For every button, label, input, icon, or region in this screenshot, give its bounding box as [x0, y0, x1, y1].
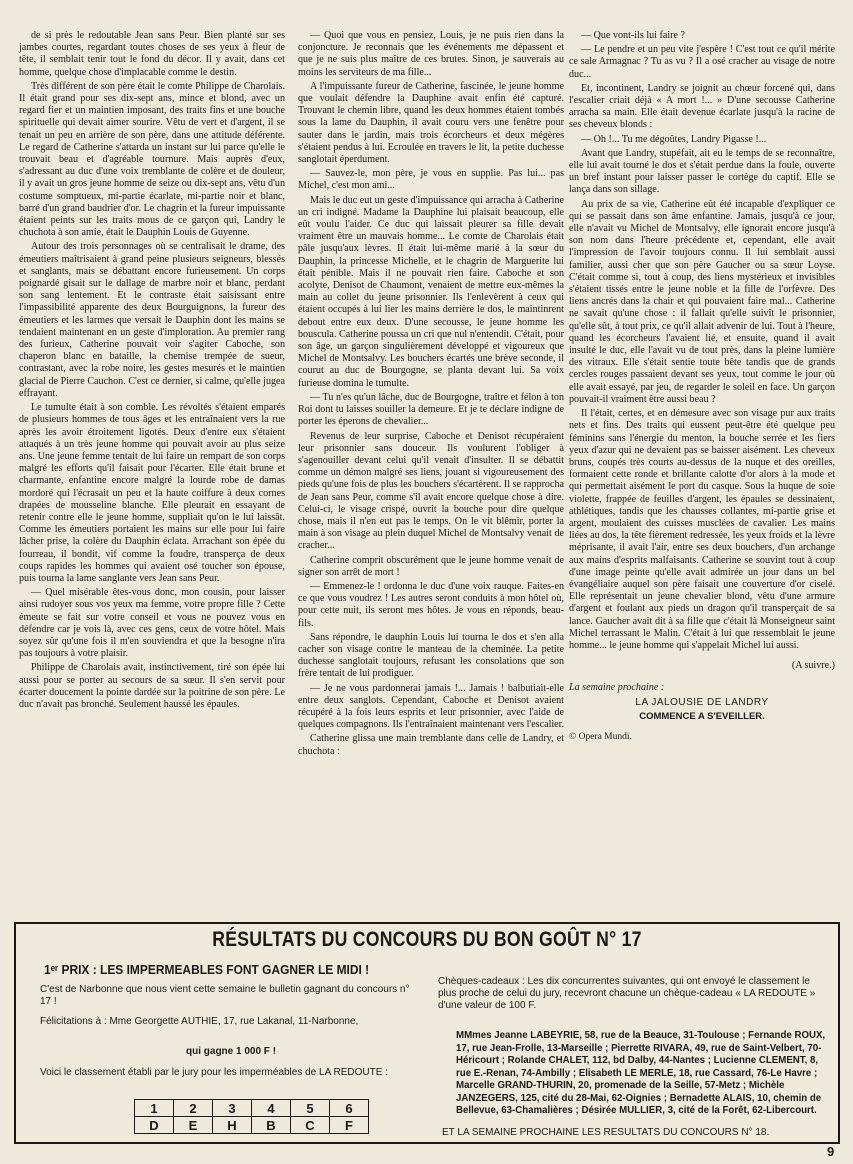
paragraph: — Que vont-ils lui faire ? [581, 30, 685, 41]
paragraph: — Quel misérable êtes-vous donc, mon cousin, pour laisser ainsi rudoyer sous vos yeux ma femme, votre propre fille ? Cette émeute se fait sur votre conseil et vous ne pouvez vous en défendre car je vois là, avec ces gens, ceux de votre hôtel. Mais soyez sûr qu'une fois il m'en souviendra et que la besogne n'ira pas toujours à votre plaisir. [19, 587, 285, 660]
ranking-number: 6 [330, 1100, 369, 1117]
paragraph: Au prix de sa vie, Catherine eût été incapable d'expliquer ce qui se passait dans son âme enfantine. Jamais, jusqu'à ce jour, elle n'avait vu Michel de Montsalvy, elle ignorait encore jusqu'à son nom dans l'heure précédente et, cependant, elle avait l'impression de l'avoir toujours connu. Il lui semblait aussi familier, aussi cher que son père Gaucher ou sa sœur Loyse. C'était comme si, tout à coup, des liens mystérieux et invisibles s'étaient tissés entre le jeune noble et la fille de l'orfèvre. Des liens ancrés dans la chair et qui pouvaient faire mal... Catherine ne savait qu'une chose : il fallait qu'elle suivît le prisonnier, qu'elle sût, à tout prix, ce qu'il allait advenir de lui. Tout à l'heure, quand les écorcheurs l'avaient lié, et ensuite, quand il avait insulté le duc, elle l'avait vu de tout près, dans la pleine lumière des vitraux. Elle s'était sentie toute bête tandis que de grands cercles rouges passaient devant ses yeux, tout comme le jour où elle avait essayé, par jeu, de regarder le soleil en face. Un garçon pouvait-il vraiment être aussi beau ? [569, 198, 835, 405]
article-column-1 [19, 30, 285, 898]
ranking-number: 3 [213, 1100, 252, 1117]
to-be-continued: (A suivre.) [791, 660, 835, 672]
contest-results-box [14, 922, 840, 1144]
ranking-letter: C [291, 1117, 330, 1134]
next-results-notice: ET LA SEMAINE PROCHAINE LES RESULTATS DU CONCOURS N° 18. [442, 1127, 770, 1138]
paragraph: Philippe de Charolais avait, instinctivement, tiré son épée lui aussi pour se porter au secours de sa sœur. Il s'en servit pour écarter doucement la pointe dardée sur la poitrine de son père. Le duc n'avait pas bronché. Seulement haussé les épaules. [19, 662, 285, 710]
paragraph: — Emmenez-le ! ordonna le duc d'une voix rauque. Faites-en ce que vous voudrez ! Les autres seront conduits à mon hôtel où, pour cette nuit, ils seront mes hôtes. Je vous en réponds, beau-fils. [298, 580, 564, 629]
paragraph: Le tumulte était à son comble. Les révoltés s'étaient emparés de plusieurs hommes de tous âges et les entraînaient vers la rue après les avoir étroitement ligotés. Deux d'entre eux s'étaient attaqués à un très jeune homme qui pouvait avoir au plus seize ans. Une jeune femme tentait de lui faire un rempart de son corps malgré les efforts qu'il faisait pour l'écarter. Elle était brune et charmante, enfantine encore malgré la lourde robe de damas mordoré qui l'écrasait un peu et la haute coiffure à deux cornes drapées de mousseline blanche. Elle pleurait en essayant de retenir contre elle le jeune homme, suppliait qu'on le lui laissât. Comme les émeutiers portaient les mains sur elle pour lui faire lâcher prise, la colère du Dauphin éclata. Arrachant son épée du fourreau, il bondit, vif comme la foudre, transperça de deux coups rapides les hommes qui avaient osé toucher son épouse, puis tourna la lame sanglante vers Jean sans Peur. [19, 402, 285, 584]
paragraph: — Quoi que vous en pensiez, Louis, je ne puis rien dans la conjoncture. Je reconnais que les événements me dépassent et que je ne suis plus maître de ces brutes. Sinon, je sauverais au moins les serviteurs de ma fille... [298, 30, 564, 78]
paragraph: Autour des trois personnages où se centralisait le drame, des émeutiers maîtrisaient à grand peine plusieurs seigneurs, blessés et sanglants, mais se débattant encore furieusement. Un corps poignardé gisait sur le dallage de marbre noir et blanc, perdant son sang lentement. Et le contraste était saisissant entre l'impassibilité apparente des deux Bourguignons, la fureur des émeutiers et les larmes que versait le Dauphin dont les mains se tendaient maintenant en un geste d'imploration. Au premier rang des furieux, Catherine pouvait voir s'agiter Caboche, son chaperon blanc en bataille, la chemise trempée de sueur, contrastant, avec la robe noire, les gestes mesurés et le maintien glacial de Pierre Cauchon. C'est ce dernier, si calme, qu'elle jugea effrayant. [19, 241, 285, 399]
paragraph: Catherine comprit obscurément que le jeune homme venait de signer son arrêt de mort ! [298, 554, 564, 578]
ranking-numbers-row [135, 1100, 369, 1117]
ranking-letter: H [213, 1117, 252, 1134]
prize-heading: 1ᵉʳ PRIX : LES IMPERMEABLES FONT GAGNER LE MIDI ! [44, 962, 370, 977]
cheques-text: Chèques-cadeaux : Les dix concurrentes suivantes, qui ont envoyé le classement le plus proche de celui du jury, recevront chacune un chèque-cadeau « LA REDOUTE » d'une valeur de 100 F. [438, 976, 816, 1011]
paragraph: — Sauvez-le, mon père, je vous en supplie. Pas lui... pas Michel, c'est mon ami... [298, 168, 564, 192]
ranking-letters-row [135, 1117, 369, 1134]
ranking-letter: E [174, 1117, 213, 1134]
contest-title: RÉSULTATS DU CONCOURS DU BON GOÛT N° 17 [212, 928, 642, 951]
paragraph: Catherine glissa une main tremblante dans celle de Landry, et chuchota : [298, 733, 564, 757]
contest-winner: Félicitations à : Mme Georgette AUTHIE, 17, rue Lakanal, 11-Narbonne, [40, 1016, 359, 1027]
paragraph: Très différent de son père était le comte Philippe de Charolais. Il était grand pour ses dix-sept ans, mince et blond, avec un regard fier et un maintien imposant, des traits fins et une bouche spirituelle qui devait aimer sourire. Vêtu de vert et d'argent, il se tenait un peu en arrière de son père, dans une attitude déférente. Le regard de Catherine s'attarda un instant sur lui parce qu'elle le trouvait beau et d'agréable tournure. Mais auprès d'eux, s'adressant au duc d'une voix tremblante de colère et de douleur, il y avait un gros jeune homme de seize ou dix-sept ans, vêtu d'un costume somptueux, mi-partie écarlate, mi-partie noir et blanc, barré d'un grand baudrier d'or. Le chagrin et la fureur impuissante étaient peints sur les traits mous de ce garçon qui, Landry le chuchota à son amie, était le Dauphin Louis de Guyenne. [19, 80, 285, 239]
classement-text: Voici le classement établi par le jury pour les imperméables de LA REDOUTE : [40, 1067, 388, 1078]
paragraph: — Je ne vous pardonnerai jamais !... Jamais ! balbutiait-elle entre deux sanglots. Cependant, Caboche et Denisot avaient récupéré à la fois leurs esprits et leur prisonnier, avec l'aide de quelques compagnons. Ils l'entraînaient maintenant vers l'escalier. [298, 682, 564, 731]
ranking-number: 2 [174, 1100, 213, 1117]
paragraph: Avant que Landry, stupéfait, ait eu le temps de se reconnaître, elle lui avait tourné le dos et s'était perdue dans la foule, ouverte un bref instant pour laisser passer le cortège du captif. Elle se lança dans son sillage. [569, 147, 835, 196]
article-column-3 [569, 30, 835, 742]
next-week-title: LA JALOUSIE DE LANDRY [635, 696, 769, 708]
ranking-number: 1 [135, 1100, 174, 1117]
paragraph: — Le pendre et un peu vite j'espère ! C'est tout ce qu'il mérite ce sale Armagnac ? Tu as vu ? Il a osé cracher au visage de notre duc... [569, 44, 835, 80]
next-week-label: La semaine prochaine : [569, 682, 665, 694]
copyright: © Opera Mundi. [569, 731, 632, 742]
ranking-number: 4 [252, 1100, 291, 1117]
contest-intro: C'est de Narbonne que nous vient cette semaine le bulletin gagnant du concours n° 17 ! [40, 984, 410, 1008]
paragraph: Mais le duc eut un geste d'impuissance qui arracha à Catherine un cri indigné. Madame la Dauphine lui plaisait beaucoup, elle eût voulu l'aider. Ce duc qui laissait pleurer sa fille devait vraiment être un mauvais homme... Le comte de Charolais était pâle jusqu'aux lèvres. Il était lui-même marié à la sœur du Dauphin, la princesse Michelle, et le chagrin de Marguerite lui était pénible. Mais il ne pouvait rien faire. Caboche et son acolyte, Denisot de Chaumont, venaient de mettre eux-mêmes la main au collet du jeune prisonnier. Ils l'enlevèrent à ceux qui étaient occupés à lui lier les mains derrière le dos, le maintinrent debout entre eux deux. D'une secousse, le jeune homme les bouscula. Catherine poussa un cri que nul n'entendit. C'était, pour son âge, un garçon singulièrement développé et vigoureux que Michel de Montsalvy. Les bouchers écartés une brève seconde, il courut au duc de Bourgogne, se planta devant lui. Sa voix furieuse domina le tumulte. [298, 194, 564, 389]
paragraph: — Tu n'es qu'un lâche, duc de Bourgogne, traître et félon à ton Roi dont tu laisses souiller la demeure. Et je te déclare indigne de porter les éperons de chevalier... [298, 391, 564, 428]
paragraph: de si près le redoutable Jean sans Peur. Bien planté sur ses jambes courtes, regardant toutes choses de ses yeux à fleur de tête, il semblait tenir tout le fond du décor. Il y avait, dans cet homme, quelque chose d'implacable comme le destin. [19, 30, 285, 78]
article-column-2 [298, 30, 564, 898]
ranking-letter: F [330, 1117, 369, 1134]
paragraph: Et, incontinent, Landry se joignit au chœur forcené qui, dans l'escalier criait déjà « A mort !... » D'une secousse Catherine arracha sa main. Elle était devenue écarlate jusqu'à la racine de ses cheveux blonds : [569, 82, 835, 131]
ranking-table [134, 1099, 369, 1134]
paragraph: A l'impuissante fureur de Catherine, fascinée, le jeune homme que voulait défendre la Dauphine avait enfin été capturé. Trouvant le chemin libre, quand les deux hommes étaient tombés sous la lame du Dauphin, il avait couru vers une fenêtre pour sauter dans le jardin, mais trois écorcheurs et deux mégères s'étaient pendus à lui. Ecroulée en travers le lit, la petite duchesse sanglotait éperdument. [298, 80, 564, 166]
paragraph: — Oh !... Tu me dégoûtes, Landry Pigasse !... [581, 133, 767, 145]
winners-list: MMmes Jeanne LABEYRIE, 58, rue de la Beauce, 31-Toulouse ; Fernande ROUX, 17, rue Jean-Frolle, 13-Marseille ; Pierrette RIVARA, 49, rue de Saint-Velbert, 70-Héricourt ; Rolande CHALET, 112, bd Dalby, 44-Nantes ; Lucienne CLEMENT, 8, rue E.-Renan, 74-Ambilly ; Elisabeth LE MERLE, 18, rue Cassard, 76-Le Havre ; Marcelle GRAND-THURIN, 20, promenade de la Seille, 57-Metz ; Michèle JANZEGERS, 125, cité du 28-Mai, 62-Oignies ; Bernadette ALAIS, 10, chemin de Bellevue, 63-Chamalières ; Désirée MULLIER, 3, cité de la Forêt, 62-Libercourt. [456, 1030, 826, 1116]
ranking-letter: B [252, 1117, 291, 1134]
ranking-letter: D [135, 1117, 174, 1134]
winner-prize: qui gagne 1 000 F ! [186, 1046, 277, 1057]
ranking-number: 5 [291, 1100, 330, 1117]
paragraph: Il l'était, certes, et en démesure avec son visage pur aux traits nets et fins. Des traits qui eussent peut-être été quelque peu féminins sans l'énergie du menton, la bouche serrée et les fiers yeux d'azur qui ne devaient pas se baisser aisément. Les cheveux bruns, coupés très courts au-dessus de la nuque et des oreilles, formaient cette ronde et brillante calotte d'or alors à la mode et qui permettait aisément le port du casque. Sous la huque de soie violette, frappée de feuilles d'argent, les épaules se dessinaient, athlétiques, tandis que les chausses collantes, mi-partie grise et argent, moulaient des cuisses musclées de cavalier. Les mains liées au dos, la tête fièrement redressée, les yeux froids et la lèvre méprisante, il avait l'air, entre ses deux bouchers, d'un archange aux mains d'esprits malfaisants. Catherine se souvint tout à coup d'une image peinte qu'elle avait admirée un jour dans un bel évangéliaire auquel son père faisait une couverture d'or ciselé. Elle représentait un jeune chevalier blond, vêtu d'une armure d'argent et foulant aux pieds un dragon qu'il transperçait de sa lance. Gaucher avait dit à sa fille que c'était là Monseigneur saint Michel terrassant le Malin. C'était à lui que ressemblait le jeune homme... le jeune homme qui s'appelait Michel lui aussi. [569, 408, 835, 651]
page-number: 9 [827, 1144, 835, 1159]
paragraph: Sans répondre, le dauphin Louis lui tourna le dos et s'en alla cacher son visage contre le manteau de la cheminée. La petite duchesse sanglotait toujours, refusant les consolations que son frère tentait de lui prodiguer. [298, 631, 564, 680]
next-week-subtitle: COMMENCE A S'EVEILLER. [639, 710, 765, 722]
paragraph: Revenus de leur surprise, Caboche et Denisot récupéraient leur prisonnier sans douceur. Ils voulurent l'obliger à s'agenouiller devant celui qu'il venait d'insulter. Il se débattit comme un démon malgré ses liens, jouant si vigoureusement des pieds qu'une fois de plus les bouchers s'écartèrent. Il se rapprocha de Jean sans Peur, comme s'il avait encore quelque chose à dire. Celui-ci, le visage crispé, ouvrit la bouche pour dire quelque chose, mais il n'en eut pas le temps. On le vit blêmir, porter la main à son visage au plein duquel Michel de Montsalvy venait de cracher... [298, 430, 564, 552]
